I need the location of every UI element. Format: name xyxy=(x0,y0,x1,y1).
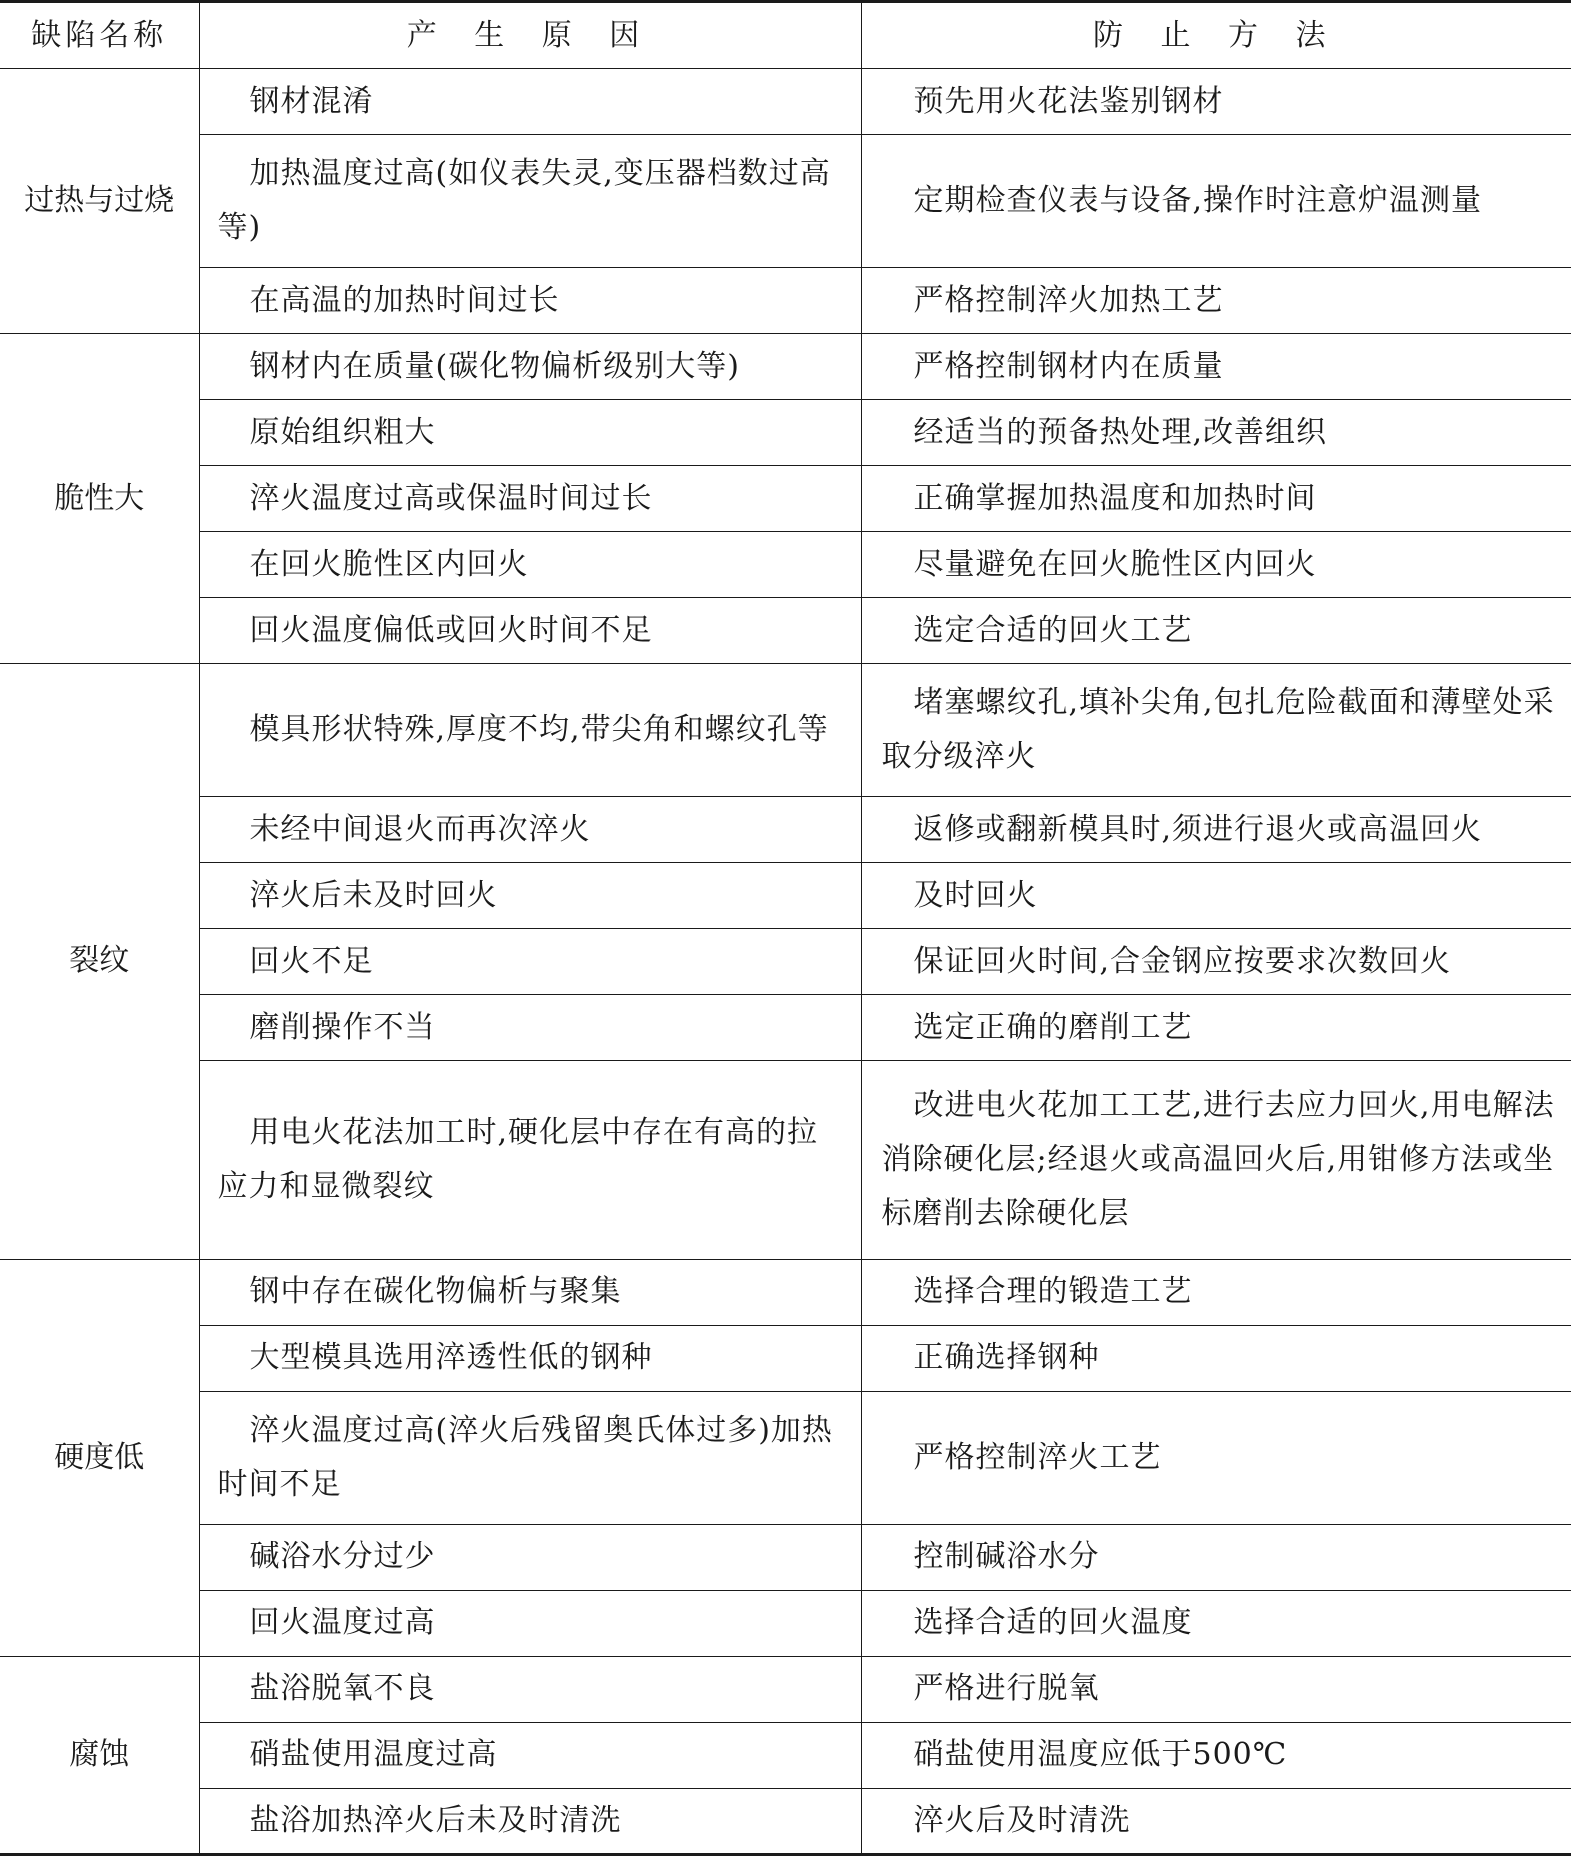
cause-cell: 淬火后未及时回火 xyxy=(199,863,861,929)
prevention-cell: 堵塞螺纹孔,填补尖角,包扎危险截面和薄壁处采取分级淬火 xyxy=(861,664,1571,797)
table-row xyxy=(0,400,1571,466)
prevention-cell: 严格控制淬火加热工艺 xyxy=(861,268,1571,334)
prevention-cell: 控制碱浴水分 xyxy=(861,1524,1571,1590)
cause-cell: 加热温度过高(如仪表失灵,变压器档数过高等) xyxy=(199,135,861,268)
cause-cell: 钢材内在质量(碳化物偏析级别大等) xyxy=(199,334,861,400)
table-row xyxy=(0,1259,1571,1325)
cause-cell: 盐浴加热淬火后未及时清洗 xyxy=(199,1788,861,1854)
cause-cell: 在回火脆性区内回火 xyxy=(199,532,861,598)
defect-name-cell: 硬度低 xyxy=(0,1259,199,1656)
prevention-cell: 硝盐使用温度应低于500℃ xyxy=(861,1722,1571,1788)
prevention-cell: 选定正确的磨削工艺 xyxy=(861,995,1571,1061)
defect-name-cell: 过热与过烧 xyxy=(0,69,199,334)
table-row xyxy=(0,1524,1571,1590)
prevention-cell: 正确掌握加热温度和加热时间 xyxy=(861,466,1571,532)
header-row xyxy=(0,2,1571,69)
cause-cell: 回火不足 xyxy=(199,929,861,995)
table-row xyxy=(0,929,1571,995)
table-row xyxy=(0,135,1571,268)
defect-name-cell: 裂纹 xyxy=(0,664,199,1259)
table-header xyxy=(0,2,1571,69)
prevention-cell: 严格控制钢材内在质量 xyxy=(861,334,1571,400)
prevention-cell: 及时回火 xyxy=(861,863,1571,929)
cause-cell: 未经中间退火而再次淬火 xyxy=(199,797,861,863)
table-row xyxy=(0,69,1571,135)
table-row xyxy=(0,664,1571,797)
table-row xyxy=(0,268,1571,334)
header-prevention: 防 止 方 法 xyxy=(861,2,1571,69)
prevention-cell: 淬火后及时清洗 xyxy=(861,1788,1571,1854)
cause-cell: 磨削操作不当 xyxy=(199,995,861,1061)
prevention-cell: 预先用火花法鉴别钢材 xyxy=(861,69,1571,135)
prevention-cell: 选择合适的回火温度 xyxy=(861,1590,1571,1656)
prevention-cell: 返修或翻新模具时,须进行退火或高温回火 xyxy=(861,797,1571,863)
table-row xyxy=(0,1788,1571,1854)
prevention-cell: 保证回火时间,合金钢应按要求次数回火 xyxy=(861,929,1571,995)
defect-name-cell: 腐蚀 xyxy=(0,1656,199,1854)
table-row xyxy=(0,863,1571,929)
cause-cell: 回火温度偏低或回火时间不足 xyxy=(199,598,861,664)
cause-cell: 淬火温度过高或保温时间过长 xyxy=(199,466,861,532)
table-row xyxy=(0,532,1571,598)
prevention-cell: 严格进行脱氧 xyxy=(861,1656,1571,1722)
cause-cell: 钢中存在碳化物偏析与聚集 xyxy=(199,1259,861,1325)
defect-name-cell: 脆性大 xyxy=(0,334,199,664)
table-body xyxy=(0,69,1571,1855)
prevention-cell: 经适当的预备热处理,改善组织 xyxy=(861,400,1571,466)
table-row xyxy=(0,334,1571,400)
table-row xyxy=(0,1590,1571,1656)
prevention-cell: 尽量避免在回火脆性区内回火 xyxy=(861,532,1571,598)
prevention-cell: 严格控制淬火工艺 xyxy=(861,1391,1571,1524)
cause-cell: 在高温的加热时间过长 xyxy=(199,268,861,334)
cause-cell: 钢材混淆 xyxy=(199,69,861,135)
cause-cell: 模具形状特殊,厚度不均,带尖角和螺纹孔等 xyxy=(199,664,861,797)
table-row xyxy=(0,995,1571,1061)
prevention-cell: 定期检查仪表与设备,操作时注意炉温测量 xyxy=(861,135,1571,268)
table-row xyxy=(0,1722,1571,1788)
header-defect-name: 缺陷名称 xyxy=(0,2,199,69)
table-row xyxy=(0,1391,1571,1524)
cause-cell: 用电火花法加工时,硬化层中存在有高的拉应力和显微裂纹 xyxy=(199,1061,861,1259)
table-row xyxy=(0,1061,1571,1259)
table-row xyxy=(0,1325,1571,1391)
prevention-cell: 改进电火花加工工艺,进行去应力回火,用电解法消除硬化层;经退火或高温回火后,用钳修方法或坐标磨削去除硬化层 xyxy=(861,1061,1571,1259)
cause-cell: 盐浴脱氧不良 xyxy=(199,1656,861,1722)
cause-cell: 淬火温度过高(淬火后残留奥氏体过多)加热时间不足 xyxy=(199,1391,861,1524)
cause-cell: 大型模具选用淬透性低的钢种 xyxy=(199,1325,861,1391)
table-row xyxy=(0,797,1571,863)
table-row xyxy=(0,466,1571,532)
prevention-cell: 正确选择钢种 xyxy=(861,1325,1571,1391)
prevention-cell: 选择合理的锻造工艺 xyxy=(861,1259,1571,1325)
header-cause: 产 生 原 因 xyxy=(199,2,861,69)
table-row xyxy=(0,1656,1571,1722)
cause-cell: 碱浴水分过少 xyxy=(199,1524,861,1590)
cause-cell: 硝盐使用温度过高 xyxy=(199,1722,861,1788)
cause-cell: 原始组织粗大 xyxy=(199,400,861,466)
table-row xyxy=(0,598,1571,664)
cause-cell: 回火温度过高 xyxy=(199,1590,861,1656)
prevention-cell: 选定合适的回火工艺 xyxy=(861,598,1571,664)
